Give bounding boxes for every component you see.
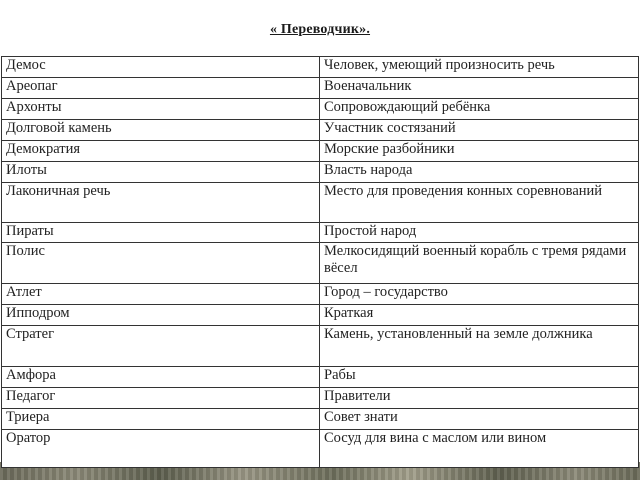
definition-cell: Рабы: [320, 367, 639, 388]
table-row: [2, 78, 639, 99]
term-cell: Триера: [2, 409, 320, 430]
table-row: [2, 367, 639, 388]
term-cell: Атлет: [2, 284, 320, 305]
table-row: [2, 57, 639, 78]
definition-cell: Краткая: [320, 305, 639, 326]
definition-cell: Место для проведения конных соревнований: [320, 183, 639, 223]
definition-cell: Морские разбойники: [320, 141, 639, 162]
definition-cell: Власть народа: [320, 162, 639, 183]
definition-cell: Сопровождающий ребёнка: [320, 99, 639, 120]
term-cell: Ипподром: [2, 305, 320, 326]
table-row: [2, 326, 639, 367]
table-row: [2, 120, 639, 141]
table-row: [2, 305, 639, 326]
table-row: [2, 388, 639, 409]
table-row: [2, 162, 639, 183]
term-cell: Педагог: [2, 388, 320, 409]
term-cell: Пираты: [2, 223, 320, 243]
definition-cell: Сосуд для вина с маслом или вином: [320, 430, 639, 468]
term-cell: Стратег: [2, 326, 320, 367]
definition-cell: Город – государство: [320, 284, 639, 305]
table-row: [2, 409, 639, 430]
definition-cell: Простой народ: [320, 223, 639, 243]
glossary-table: [1, 56, 639, 468]
term-cell: Архонты: [2, 99, 320, 120]
definition-cell: Совет знати: [320, 409, 639, 430]
table-row: [2, 99, 639, 120]
term-cell: Амфора: [2, 367, 320, 388]
term-cell: Полис: [2, 243, 320, 284]
definition-cell: Камень, установленный на земле должника: [320, 326, 639, 367]
table-row: [2, 183, 639, 223]
table-row: [2, 141, 639, 162]
term-cell: Демос: [2, 57, 320, 78]
definition-cell: Человек, умеющий произносить речь: [320, 57, 639, 78]
table-row: [2, 284, 639, 305]
table-row: [2, 243, 639, 284]
page-title: « Переводчик».: [269, 22, 371, 37]
table-row: [2, 223, 639, 243]
term-cell: Ареопаг: [2, 78, 320, 99]
term-cell: Оратор: [2, 430, 320, 468]
term-cell: Илоты: [2, 162, 320, 183]
term-cell: Лаконичная речь: [2, 183, 320, 223]
table-row: [2, 430, 639, 468]
definition-cell: Мелкосидящий военный корабль с тремя рядами вёсел: [320, 243, 639, 284]
term-cell: Долговой камень: [2, 120, 320, 141]
definition-cell: Военачальник: [320, 78, 639, 99]
definition-cell: Правители: [320, 388, 639, 409]
definition-cell: Участник состязаний: [320, 120, 639, 141]
term-cell: Демократия: [2, 141, 320, 162]
